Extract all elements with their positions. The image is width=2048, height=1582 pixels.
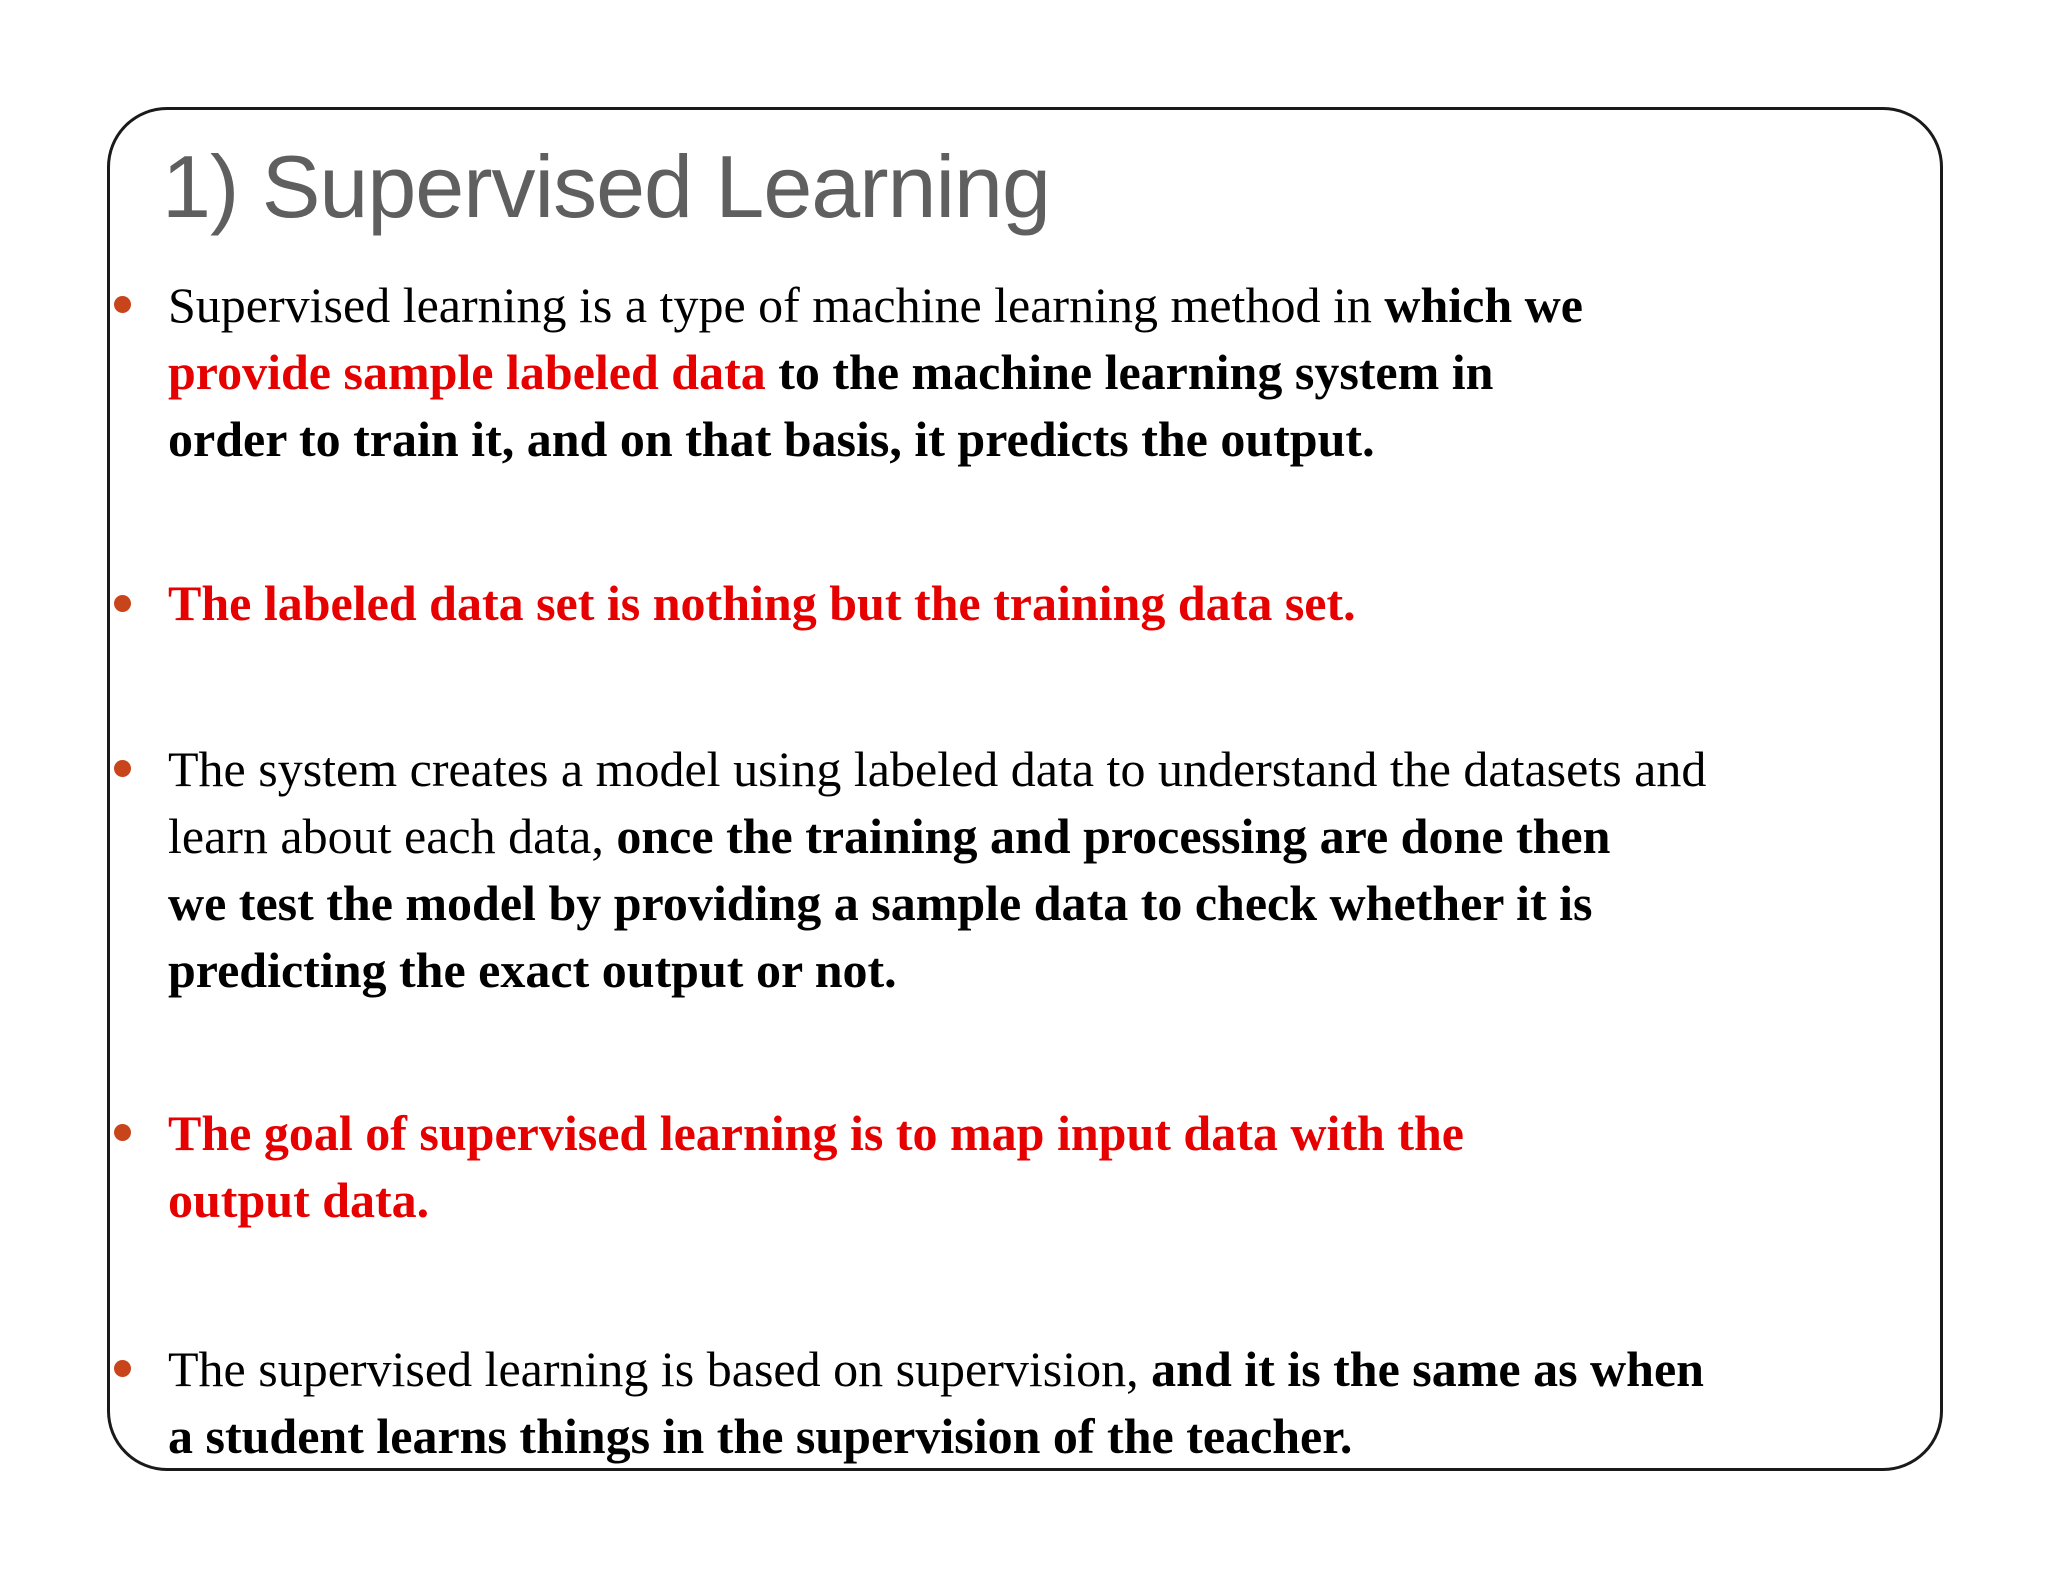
bullet-1-text-bold-2: to the machine learning system in — [765, 344, 1494, 400]
slide-title: 1) Supervised Learning — [162, 137, 1050, 236]
bullet-dot-icon — [114, 595, 131, 612]
bullet-4-text-highlight: The goal of supervised learning is to map input data with the — [168, 1105, 1464, 1161]
bullet-1-text-normal: Supervised learning is a type of machine learning method in — [168, 277, 1385, 333]
bullet-4-text-highlight-2: output data. — [168, 1172, 430, 1228]
bullet-dot-icon — [114, 296, 131, 313]
bullet-5-text-normal: The supervised learning is based on supervision, — [168, 1341, 1152, 1397]
bullet-1-text-bold-3: order to train it, and on that basis, it predicts the output. — [168, 411, 1375, 467]
bullet-dot-icon — [114, 1360, 131, 1377]
bullet-3-text-bold: once the training and processing are done then — [616, 808, 1611, 864]
bullet-5-text-bold-2: a student learns things in the supervision of the teacher. — [168, 1408, 1353, 1464]
bullet-3-text-bold-3: predicting the exact output or not. — [168, 942, 897, 998]
bullet-1-text-bold: which we — [1384, 277, 1583, 333]
bullet-dot-icon — [114, 760, 131, 777]
bullet-2-text-highlight: The labeled data set is nothing but the training data set. — [168, 575, 1356, 631]
bullet-5-text-bold: and it is the same as when — [1151, 1341, 1704, 1397]
bullet-3-text-bold-2: we test the model by providing a sample data to check whether it is — [168, 875, 1593, 931]
bullet-1-text-highlight: provide sample labeled data — [168, 344, 766, 400]
bullet-3-text-normal: The system creates a model using labeled data to understand the datasets and — [168, 741, 1707, 797]
bullet-dot-icon — [114, 1124, 131, 1141]
bullet-3-text-normal-2: learn about each data, — [168, 808, 617, 864]
